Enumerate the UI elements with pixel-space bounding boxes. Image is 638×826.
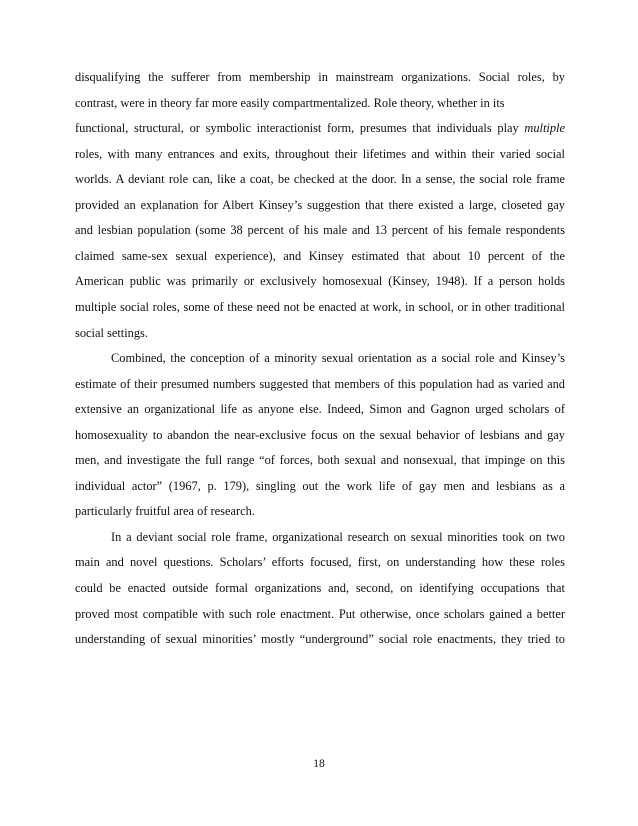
text-line: estimate of their presumed numbers suggested that members of this population had as varied and <box>75 376 565 391</box>
text-line: homosexuality to abandon the near-exclusive focus on the sexual behavior of lesbians and gay <box>75 427 565 442</box>
text-line: understanding of sexual minorities’ mostly “underground” social role enactments, they tried to <box>75 632 565 647</box>
text-line: particularly fruitful area of research. <box>75 504 255 519</box>
text-line: multiple social roles, some of these need not be enacted at work, in school, or in other traditional <box>75 299 565 314</box>
text-segment: functional, structural, or symbolic interactionist form, presumes that individuals play <box>75 121 525 136</box>
text-line: Combined, the conception of a minority sexual orientation as a social role and Kinsey’s <box>111 351 565 366</box>
text-line: and lesbian population (some 38 percent of his male and 13 percent of his female respondents <box>75 223 565 238</box>
text-line: claimed same-sex sexual experience), and Kinsey estimated that about 10 percent of the <box>75 248 565 263</box>
italic-emphasis: multiple <box>524 121 565 136</box>
text-line: American public was primarily or exclusively homosexual (Kinsey, 1948). If a person holds <box>75 274 565 289</box>
page-number: 18 <box>313 758 325 770</box>
text-line <box>75 120 565 136</box>
text-line: extensive an organizational life as anyone else. Indeed, Simon and Gagnon urged scholars of <box>75 402 565 417</box>
text-line: could be enacted outside formal organizations and, second, on identifying occupations that <box>75 581 565 595</box>
text-line: disqualifying the sufferer from membership in mainstream organizations. Social roles, by <box>75 70 565 84</box>
text-line: individual actor” (1967, p. 179), singling out the work life of gay men and lesbians as a <box>75 478 565 493</box>
text-line: proved most compatible with such role enactment. Put otherwise, once scholars gained a better <box>75 606 565 621</box>
text-line: roles, with many entrances and exits, throughout their lifetimes and within their varied social <box>75 146 565 161</box>
text-line: main and novel questions. Scholars’ efforts focused, first, on understanding how these roles <box>75 555 565 570</box>
text-line: worlds. A deviant role can, like a coat, be checked at the door. In a sense, the social role frame <box>75 172 565 187</box>
text-line: In a deviant social role frame, organizational research on sexual minorities took on two <box>111 529 565 544</box>
text-line: social settings. <box>75 325 148 340</box>
text-line: contrast, were in theory far more easily compartmentalized. Role theory, whether in its <box>75 95 505 110</box>
text-line: provided an explanation for Albert Kinsey’s suggestion that there existed a large, closeted gay <box>75 197 565 212</box>
text-line: men, and investigate the full range “of forces, both sexual and nonsexual, that impinge on this <box>75 453 565 468</box>
